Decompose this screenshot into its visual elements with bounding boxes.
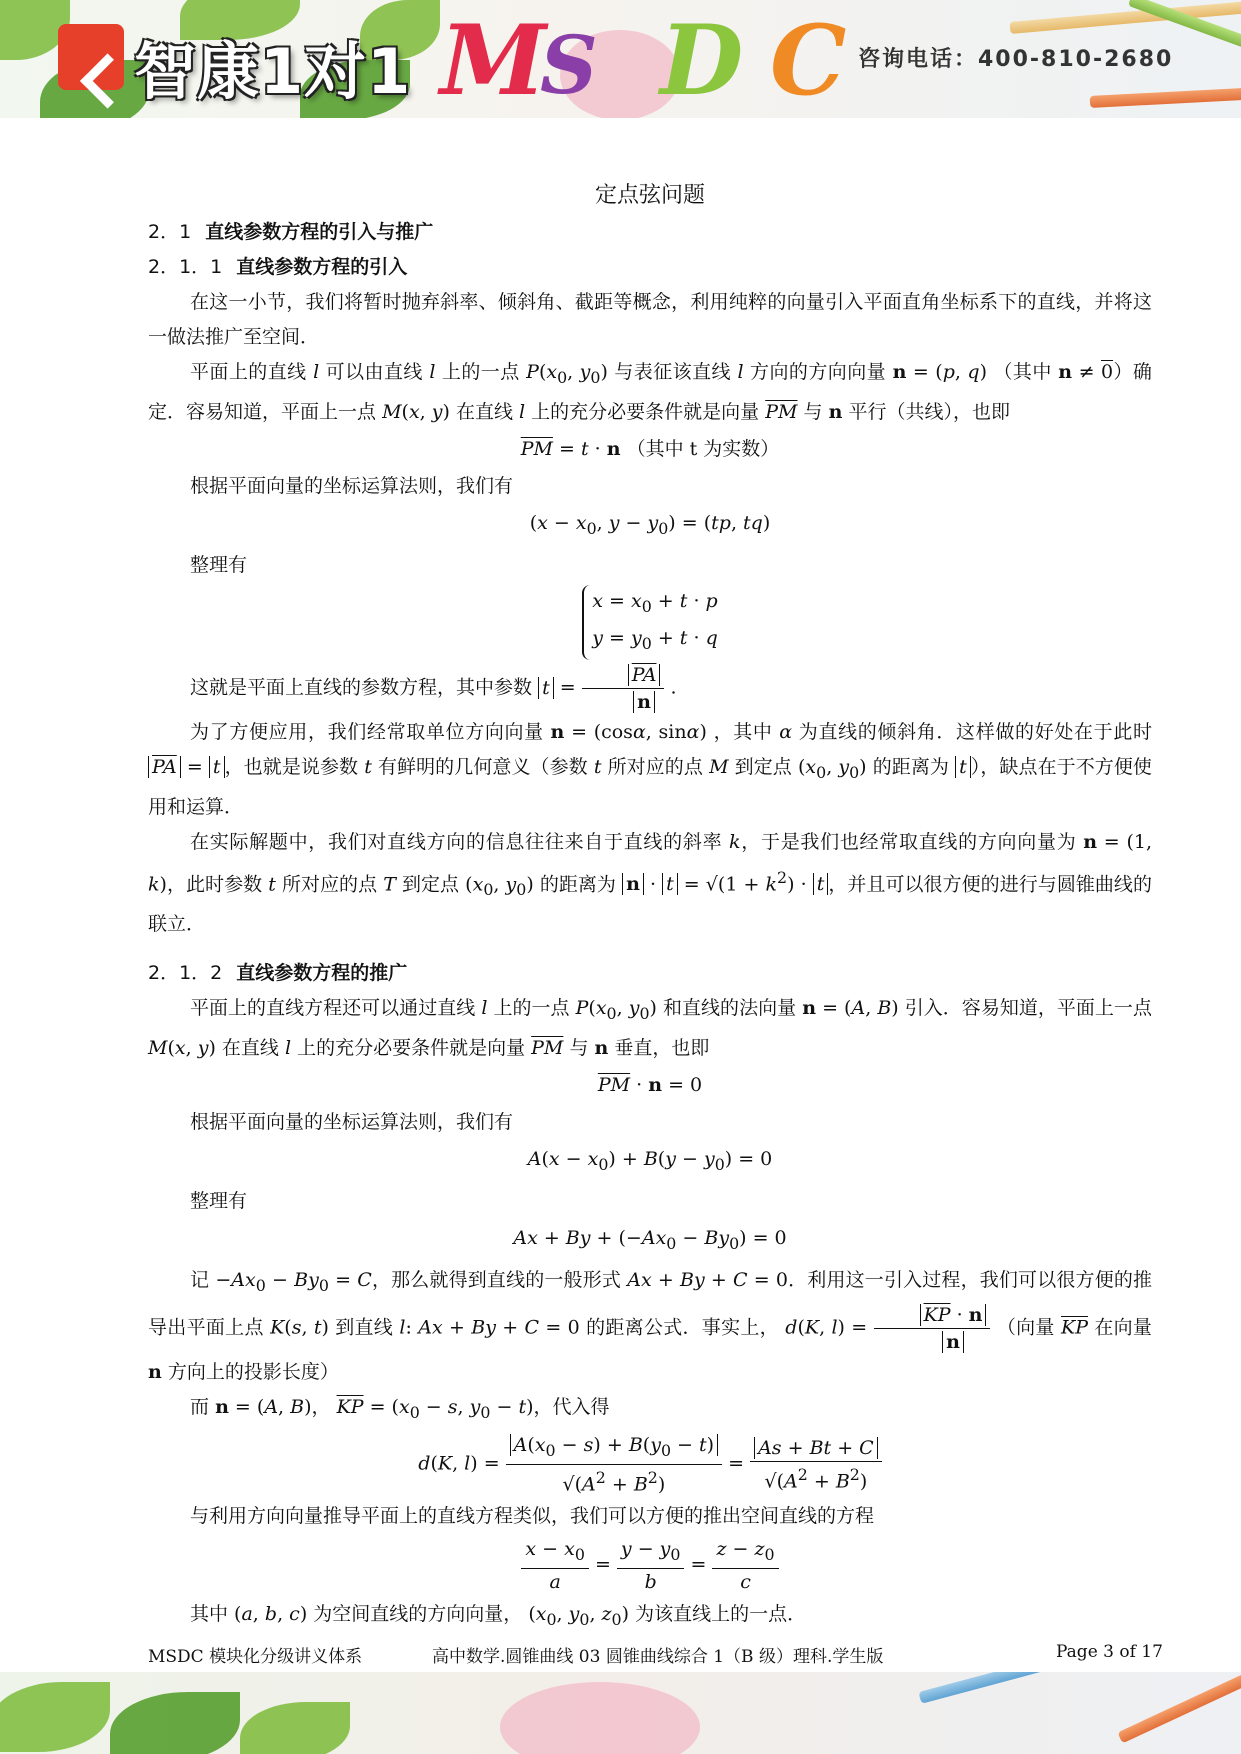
equation: $Ax + By + (-Ax_0 - By_0) = 0$ — [513, 1226, 787, 1253]
footer-banner — [0, 1672, 1241, 1754]
footer-left: MSDC 模块化分级讲义体系 — [148, 1647, 363, 1667]
header-banner — [0, 0, 1241, 118]
brand-name: 智康1对1 — [134, 35, 412, 108]
butterfly-decoration — [500, 1682, 700, 1754]
leaf-decoration — [240, 1702, 350, 1754]
pencil-decoration — [1090, 87, 1241, 108]
equation-system: $x = x_0 + t \cdot p$ $y = y_0 + t \cdot q$ — [148, 585, 1152, 661]
brand-logo-icon — [58, 24, 124, 90]
page-title: 定点弦问题 — [594, 183, 705, 208]
paragraph: 平面上的直线方程还可以通过直线 l 上的一点 $P(x_0$, $y_0$) 和直线的法向量 n = (A, B) 引入．容易知道，平面上一点 M(x, y) 在直线 l 上的充分必要条件就是向量 $\overline{PM}$ 与 n 垂直，也即 — [148, 997, 1152, 1059]
section-heading: 2．1 直线参数方程的引入与推广 — [148, 221, 434, 243]
paragraph: 这就是平面上直线的参数方程，其中参数 t = $\frac{\overline{PA}}{n}$ . — [190, 664, 677, 714]
paragraph: 与利用方向向量推导平面上的直线方程类似，我们可以方便的推出空间直线的方程 — [190, 1505, 875, 1528]
leaf-decoration — [0, 1682, 110, 1752]
paragraph: 在这一小节，我们将暂时抛弃斜率、倾斜角、截距等概念，利用纯粹的向量引入平面直角坐标系下的直线，并将这一做法推广至空间． — [148, 291, 1152, 348]
subsection-heading: 2．1．1 直线参数方程的引入 — [148, 256, 408, 278]
msdc-letter-s: S — [540, 18, 598, 112]
page-content — [148, 178, 1152, 1637]
paragraph: 根据平面向量的坐标运算法则，我们有 — [190, 474, 514, 497]
page-number: Page 3 of 17 — [1056, 1642, 1163, 1662]
leaf-decoration — [110, 1692, 240, 1754]
paragraph: 根据平面向量的坐标运算法则，我们有 — [190, 1110, 514, 1133]
paragraph: 为了方便应用，我们经常取单位方向向量 n = (cosα, sinα) ，其中 α 为直线的倾斜角．这样做的好处在于此时 $\overline{PA} = t$ ，也就是说参数 t 有鲜明的几何意义（参数 t 所对应的点 M 到定点 ($x_0$, $y_0$) 的距离为 t ），缺点在于不方便使用和运算． — [148, 721, 1152, 818]
equation: d(K, l) = $\frac{A(x_0 - s) + B(y_0 - t)}{√(A^2 + B^2)}$ = $\frac{As + Bt + C}{√(A^2 + B^2)}$ — [148, 1432, 1152, 1497]
equation: $\overline{PM} \cdot n = 0$ — [597, 1073, 703, 1096]
msdc-letter-d: D — [660, 4, 744, 117]
paragraph: 而 n = (A, B)， $\overline{KP} = (x_0 - s$, $y_0 - t$)，代入得 — [190, 1396, 610, 1423]
paragraph: 其中 (a, b, c) 为空间直线的方向向量， ($x_0$, $y_0$, $z_0$) 为该直线上的一点． — [190, 1603, 807, 1629]
paragraph: 整理有 — [190, 553, 248, 576]
equation: $\frac{x - x_0}{a}$ = $\frac{y - y_0}{b}$ = $\frac{z - z_0}{c}$ — [148, 1536, 1152, 1595]
subsection-heading: 2．1．2 直线参数方程的推广 — [148, 962, 408, 985]
equation: $A(x - x_0) + B(y - y_0) = 0$ — [527, 1147, 773, 1174]
equation: ($x - x_0$, $y - y_0) = (tp$, tq) — [529, 511, 771, 538]
paragraph: 记 $-Ax_0 - By_0 = C$，那么就得到直线的一般形式 Ax + By + C = 0．利用这一引入过程，我们可以很方便的推导出平面上点 K(s, t) 到直线 l: Ax + By + C = 0 的距离公式．事实上， d(K, l) = $\frac{\overline{KP} \cdot n}{n}$ （向量 $\overline{KP}$ 在向量 n 方向上的投影长度） — [148, 1268, 1153, 1384]
msdc-letter-m: M — [440, 4, 547, 117]
paragraph: 平面上的直线 l 可以由直线 l 上的一点 $P(x_0$, $y_0$) 与表征该直线 l 方向的方向向量 n = (p, q) （其中 n ≠ 0）确定．容易知道，平面上一点 M(x, y) 在直线 l 上的充分必要条件就是向量 $\overline{PM}$ 与 n 平行（共线），也即 — [148, 361, 1152, 423]
ruler-decoration — [918, 1672, 1076, 1704]
msdc-letter-c: C — [770, 4, 847, 117]
equation: $\overline{PM} = t \cdot n$ （其中 t 为实数） — [520, 437, 780, 460]
paragraph: 在实际解题中，我们对直线方向的信息往往来自于直线的斜率 k，于是我们也经常取直线的方向向量为 n = (1, k)，此时参数 t 所对应的点 T 到定点 ($x_0$, $y_0$) 的距离为 $n \cdot t = √(1 + k^2) \cdot t$ ，并且可以很方便的进行与圆锥曲线的联立． — [148, 830, 1152, 936]
pencil-decoration — [1117, 1673, 1241, 1743]
footer-center: 高中数学.圆锥曲线 03 圆锥曲线综合 1（B 级）理科.学生版 — [432, 1647, 884, 1667]
phone-number: 咨询电话：400-810-2680 — [858, 47, 1174, 72]
paragraph: 整理有 — [190, 1189, 248, 1212]
